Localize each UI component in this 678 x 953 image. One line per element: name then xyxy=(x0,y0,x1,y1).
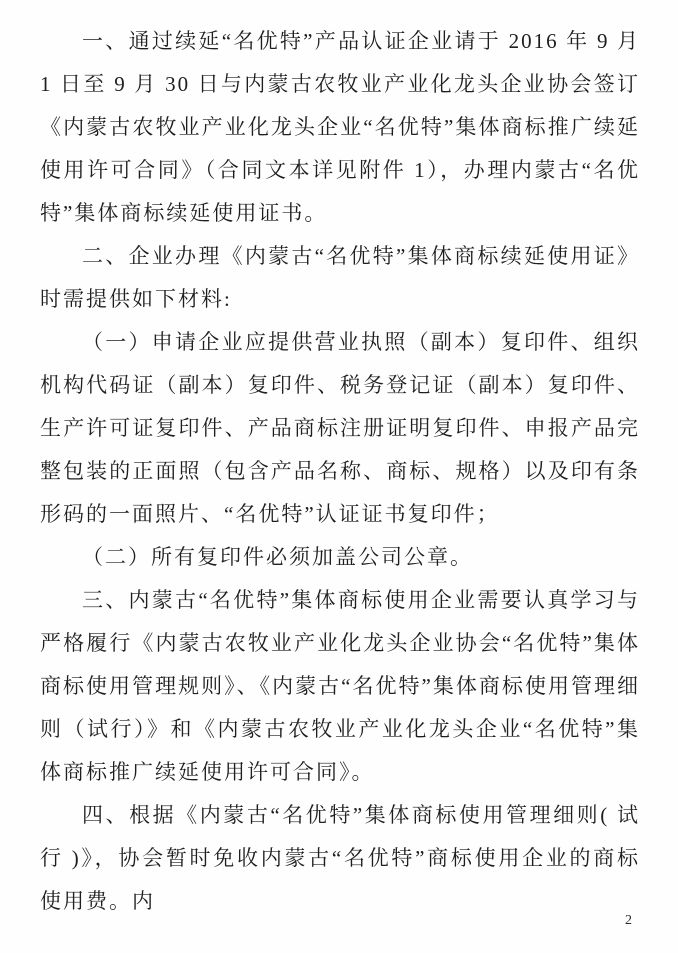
document-body xyxy=(40,20,640,923)
paragraph-6: 四、根据《内蒙古“名优特”集体商标使用管理细则( 试行 )》，协会暂时免收内蒙古“名优特”商标使用企业的商标使用费。内 xyxy=(40,803,640,913)
paragraph-3: （一）申请企业应提供营业执照（副本）复印件、组织机构代码证（副本）复印件、税务登记证（副本）复印件、生产许可证复印件、产品商标注册证明复印件、申报产品完整包装的正面照（包含产品名称、商标、规格）以及印有条形码的一面照片、“名优特”认证证书复印件； xyxy=(40,330,640,526)
paragraph-5: 三、内蒙古“名优特”集体商标使用企业需要认真学习与严格履行《内蒙古农牧业产业化龙头企业协会“名优特”集体商标使用管理规则》、《内蒙古“名优特”集体商标使用管理细则（试行）》和《内蒙古农牧业产业化龙头企业“名优特”集体商标推广续延使用许可合同》。 xyxy=(40,588,640,784)
paragraph-1: 一、通过续延“名优特”产品认证企业请于 2016 年 9 月 1 日至 9 月 30 日与内蒙古农牧业产业化龙头企业协会签订《内蒙古农牧业产业化龙头企业“名优特”集体商标推广续延使用许可合同》（合同文本详见附件 1），办理内蒙古“名优特”集体商标续延使用证书。 xyxy=(40,29,640,225)
paragraph-4: （二）所有复印件必须加盖公司公章。 xyxy=(82,545,473,569)
page-number: 2 xyxy=(625,913,632,928)
paragraph-2: 二、企业办理《内蒙古“名优特”集体商标续延使用证》时需提供如下材料: xyxy=(40,244,640,311)
